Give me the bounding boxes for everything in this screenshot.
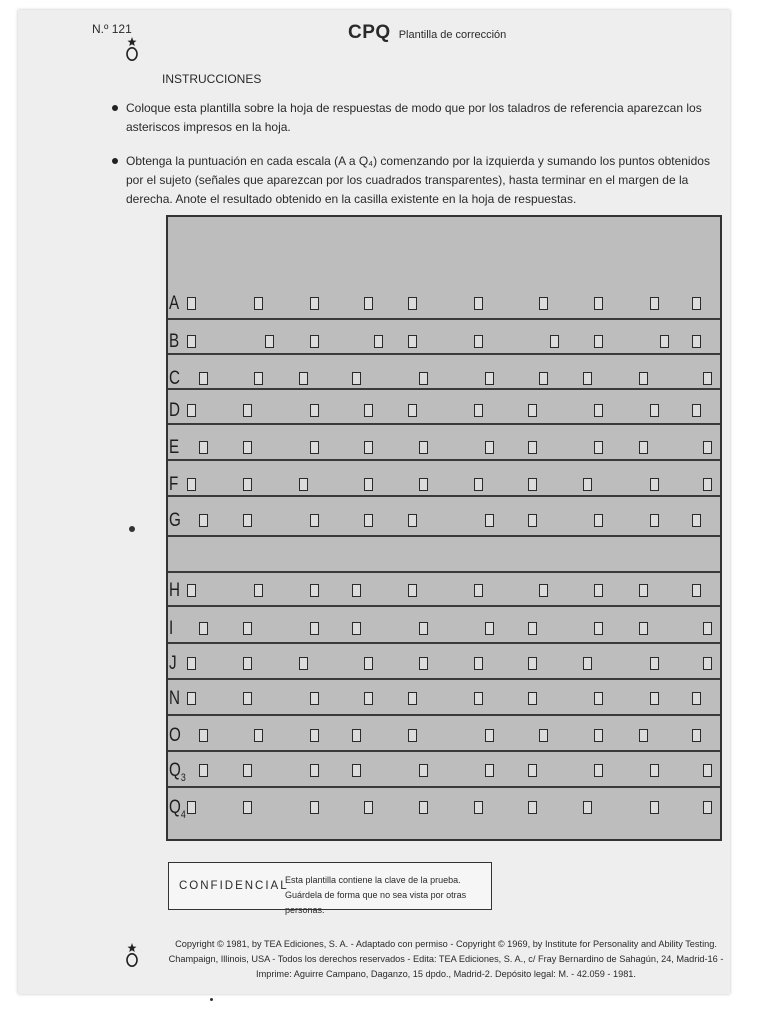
confidential-label: CONFIDENCIAL — [179, 880, 289, 892]
answer-window — [692, 729, 701, 742]
scale-label-subscript: 3 — [180, 771, 186, 784]
scale-label — [169, 581, 180, 600]
answer-window — [703, 478, 712, 491]
answer-window — [474, 692, 483, 705]
answer-window — [539, 729, 548, 742]
answer-window — [408, 335, 417, 348]
answer-window — [485, 622, 494, 635]
answer-window — [310, 514, 319, 527]
scale-label — [169, 654, 177, 673]
answer-window — [310, 764, 319, 777]
answer-window — [692, 297, 701, 310]
answer-window — [254, 584, 263, 597]
answer-window — [594, 404, 603, 417]
answer-window — [187, 657, 196, 670]
answer-window — [583, 801, 592, 814]
answer-window — [594, 335, 603, 348]
scale-label — [169, 369, 180, 388]
answer-window — [199, 764, 208, 777]
answer-window — [243, 514, 252, 527]
scale-label-text: Q — [169, 760, 181, 781]
answer-window — [310, 297, 319, 310]
answer-window — [539, 372, 548, 385]
answer-window — [310, 404, 319, 417]
answer-window — [199, 441, 208, 454]
answer-window — [187, 297, 196, 310]
answer-window — [539, 297, 548, 310]
scale-label — [169, 475, 178, 494]
answer-window — [474, 478, 483, 491]
confidential-text: Esta plantilla contiene la clave de la prueba. Guárdela de forma que no sea vista por otras personas. — [285, 875, 467, 915]
answer-window — [485, 441, 494, 454]
grid-row-line — [168, 318, 720, 320]
answer-window — [650, 404, 659, 417]
answer-window — [650, 657, 659, 670]
confidential-box — [168, 862, 492, 915]
answer-window — [485, 764, 494, 777]
answer-window — [243, 478, 252, 491]
grid-row-line — [168, 605, 720, 607]
answer-window — [485, 514, 494, 527]
answer-window — [243, 622, 252, 635]
answer-window — [187, 584, 196, 597]
answer-window — [528, 514, 537, 527]
answer-window — [419, 657, 428, 670]
answer-window — [187, 335, 196, 348]
answer-window — [408, 584, 417, 597]
grid-row-line — [168, 423, 720, 425]
grid-row-line — [168, 642, 720, 644]
answer-window — [408, 692, 417, 705]
scale-label-text: G — [169, 510, 181, 531]
answer-window — [310, 801, 319, 814]
scale-label-text: F — [169, 474, 179, 495]
answer-window — [639, 584, 648, 597]
answer-window — [199, 372, 208, 385]
grid-row-line — [168, 750, 720, 752]
answer-window — [639, 622, 648, 635]
scale-label-text: O — [169, 725, 181, 746]
answer-window — [692, 335, 701, 348]
ink-speck — [129, 526, 135, 532]
answer-window — [703, 657, 712, 670]
answer-window — [650, 764, 659, 777]
answer-window — [243, 764, 252, 777]
answer-window — [528, 764, 537, 777]
answer-window — [310, 622, 319, 635]
answer-window — [364, 404, 373, 417]
answer-window — [187, 692, 196, 705]
answer-window — [485, 729, 494, 742]
answer-window — [528, 692, 537, 705]
answer-window — [243, 692, 252, 705]
answer-window — [594, 729, 603, 742]
answer-window — [474, 335, 483, 348]
answer-window — [650, 297, 659, 310]
answer-window — [594, 584, 603, 597]
grid-row-line — [168, 459, 720, 461]
header-title-group — [348, 22, 506, 44]
answer-window — [187, 801, 196, 814]
scale-label-text: A — [169, 293, 180, 314]
ink-speck — [210, 998, 213, 1001]
grid-row-line — [168, 714, 720, 716]
answer-window — [639, 729, 648, 742]
answer-window — [639, 441, 648, 454]
answer-window — [364, 801, 373, 814]
answer-window — [408, 514, 417, 527]
scale-label-text: H — [169, 580, 180, 601]
answer-window — [243, 404, 252, 417]
answer-window — [539, 584, 548, 597]
answer-window — [364, 657, 373, 670]
answer-window — [419, 372, 428, 385]
answer-window — [374, 335, 383, 348]
page-subtitle: Plantilla de corrección — [398, 29, 507, 41]
scale-label — [169, 761, 186, 784]
scale-label-text: J — [169, 653, 177, 674]
answer-window — [528, 441, 537, 454]
answer-window — [692, 404, 701, 417]
answer-window — [650, 801, 659, 814]
instruction-bullet-1: Coloque esta plantilla sobre la hoja de respuestas de modo que por los taladros de referencia aparezcan los asteriscos impresos en la hoja. — [126, 99, 722, 137]
answer-window — [528, 404, 537, 417]
answer-window — [254, 372, 263, 385]
grid-row-line — [168, 786, 720, 788]
answer-window — [703, 764, 712, 777]
answer-window — [187, 404, 196, 417]
scale-label-subscript: 4 — [180, 808, 186, 821]
answer-window — [310, 441, 319, 454]
answer-window — [650, 478, 659, 491]
answer-window — [419, 478, 428, 491]
answer-window — [364, 478, 373, 491]
answer-window — [474, 404, 483, 417]
scale-label-text: D — [169, 400, 180, 421]
instruction-bullet-2: Obtenga la puntuación en cada escala (A a Q₄) comenzando por la izquierda y sumando los puntos obtenidos por el sujeto (señales que aparezcan por los cuadrados transparentes), hasta terminar en el margen de la derecha. Anote el resultado obtenido en la casilla existente en la hoja de respuestas. — [126, 152, 722, 209]
answer-window — [692, 514, 701, 527]
answer-window — [594, 514, 603, 527]
answer-window — [254, 297, 263, 310]
answer-window — [419, 441, 428, 454]
answer-window — [299, 372, 308, 385]
answer-window — [583, 372, 592, 385]
grid-row-line — [168, 353, 720, 355]
answer-window — [650, 692, 659, 705]
copyright-notice: Copyright © 1981, by TEA Ediciones, S. A. - Adaptado con permiso - Copyright © 1969, by Institute for Personality and Ability Testing. Champaign, Illinois, USA - Todos los derechos reservados - Edita: TEA Ediciones, S. A., c/ Fray Bernardino de Sahagún, 24, Madrid-16 - Imprime: Aguirre Campano, Daganzo, 15 dpdo., Madrid-2. Depósito legal: M. - 42.059 - 1981. — [168, 939, 724, 979]
scale-label-text: Q — [169, 797, 181, 818]
scale-label — [169, 689, 180, 708]
scale-label-text: I — [169, 618, 174, 639]
answer-window — [550, 335, 559, 348]
scale-label — [169, 401, 180, 420]
answer-window — [199, 729, 208, 742]
scale-label — [169, 438, 179, 457]
ring-marker-icon — [124, 36, 140, 62]
answer-window — [650, 514, 659, 527]
ring-marker-icon — [124, 942, 140, 968]
answer-window — [639, 372, 648, 385]
answer-window — [352, 764, 361, 777]
answer-window — [474, 657, 483, 670]
answer-window — [703, 622, 712, 635]
answer-window — [703, 372, 712, 385]
answer-window — [352, 372, 361, 385]
answer-window — [310, 729, 319, 742]
answer-window — [528, 657, 537, 670]
answer-window — [199, 622, 208, 635]
answer-window — [583, 657, 592, 670]
scale-label-text: N — [169, 688, 180, 709]
answer-window — [419, 622, 428, 635]
answer-window — [419, 801, 428, 814]
answer-window — [243, 801, 252, 814]
answer-window — [310, 584, 319, 597]
answer-window — [594, 764, 603, 777]
answer-window — [243, 657, 252, 670]
answer-window — [703, 801, 712, 814]
answer-window — [692, 692, 701, 705]
answer-window — [594, 441, 603, 454]
answer-window — [528, 801, 537, 814]
answer-window — [594, 297, 603, 310]
answer-window — [310, 335, 319, 348]
scale-label — [169, 619, 173, 638]
scale-label-text: B — [169, 331, 180, 352]
grid-row-line — [168, 388, 720, 390]
answer-window — [364, 441, 373, 454]
scale-label — [169, 332, 179, 351]
scale-label — [169, 511, 181, 530]
answer-window — [310, 692, 319, 705]
scale-label — [169, 798, 186, 821]
answer-window — [419, 764, 428, 777]
answer-window — [254, 729, 263, 742]
answer-window — [408, 297, 417, 310]
answer-window — [485, 372, 494, 385]
answer-window — [474, 297, 483, 310]
answer-window — [199, 514, 208, 527]
answer-window — [703, 441, 712, 454]
answer-window — [692, 584, 701, 597]
instructions-heading: INSTRUCCIONES — [162, 72, 262, 86]
answer-window — [352, 622, 361, 635]
grid-row-line — [168, 535, 720, 537]
scale-label — [169, 294, 179, 313]
scoring-grid — [166, 215, 722, 841]
answer-window — [474, 584, 483, 597]
answer-window — [352, 584, 361, 597]
answer-window — [364, 692, 373, 705]
answer-window — [474, 801, 483, 814]
grid-row-line — [168, 495, 720, 497]
answer-window — [660, 335, 669, 348]
answer-window — [594, 692, 603, 705]
answer-window — [187, 478, 196, 491]
answer-window — [299, 657, 308, 670]
answer-window — [528, 478, 537, 491]
answer-window — [364, 514, 373, 527]
grid-row-line — [168, 571, 720, 573]
answer-window — [243, 441, 252, 454]
scale-label-text: E — [169, 437, 180, 458]
page-title: CPQ — [348, 22, 391, 43]
scale-label-text: C — [169, 368, 180, 389]
answer-window — [583, 478, 592, 491]
answer-window — [408, 404, 417, 417]
answer-window — [528, 622, 537, 635]
answer-window — [594, 622, 603, 635]
answer-window — [299, 478, 308, 491]
answer-window — [352, 729, 361, 742]
answer-window — [265, 335, 274, 348]
sheet-number: N.º 121 — [92, 22, 132, 36]
answer-window — [364, 297, 373, 310]
grid-row-line — [168, 678, 720, 680]
scale-label — [169, 726, 181, 745]
answer-window — [408, 729, 417, 742]
